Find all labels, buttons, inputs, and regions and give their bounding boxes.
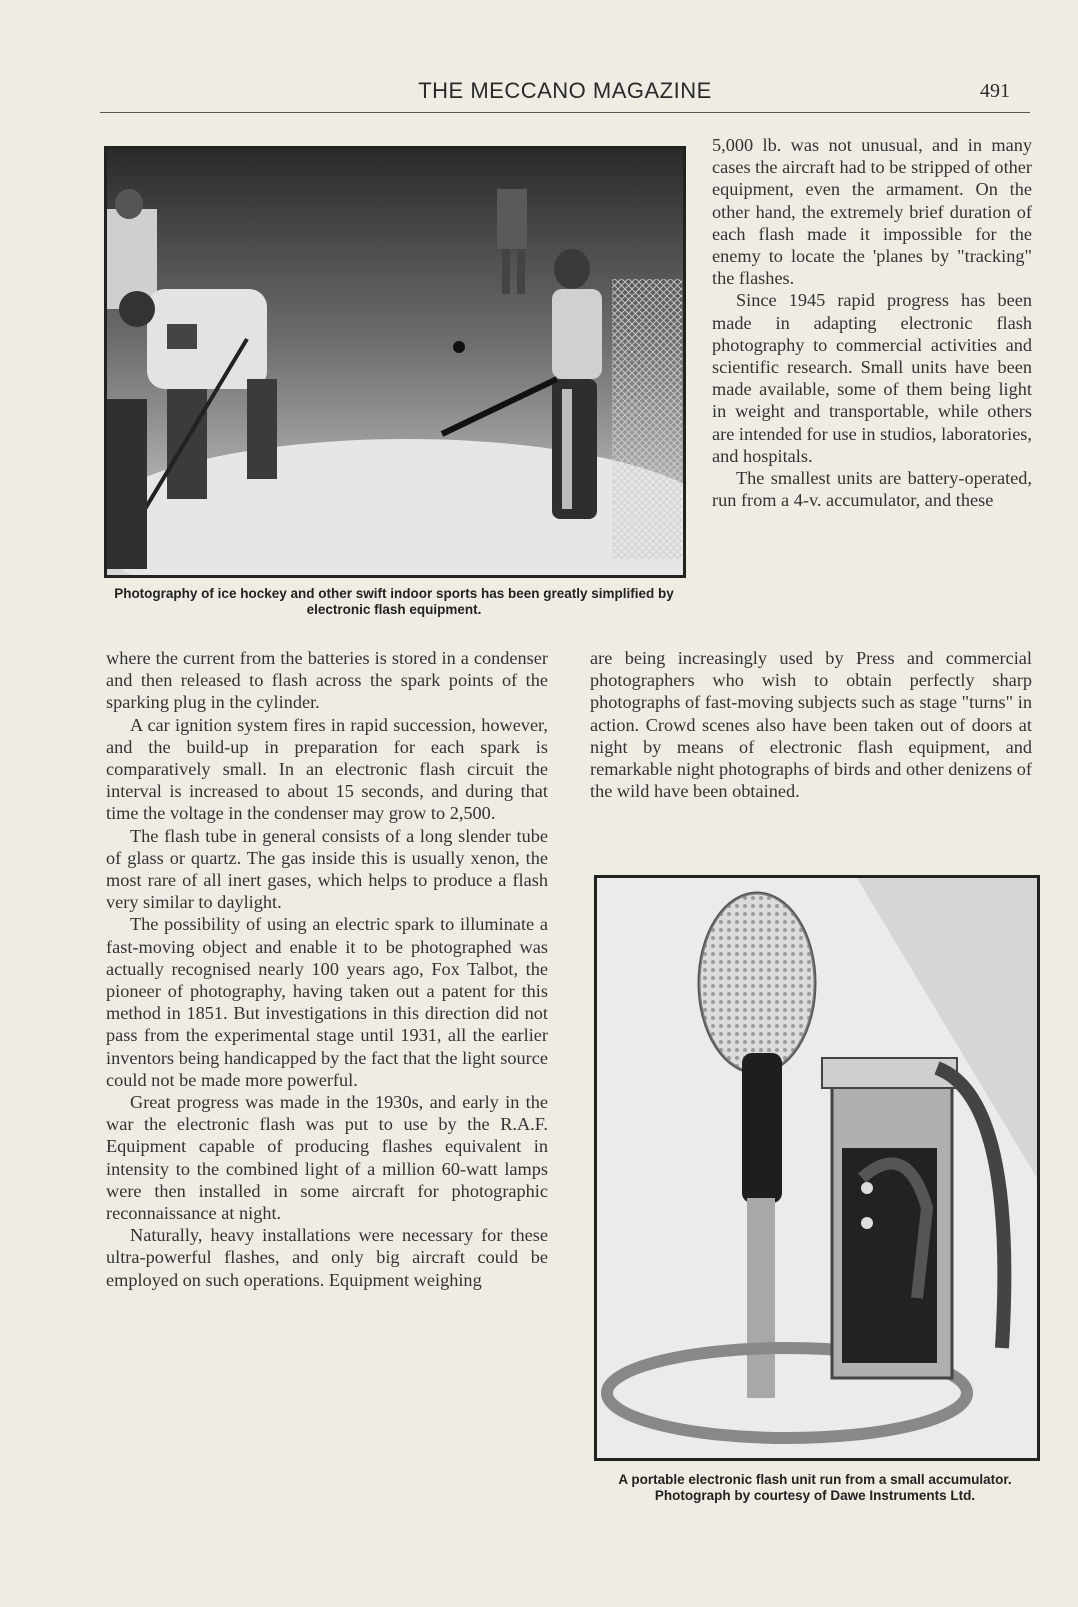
hockey-photo-illustration (107, 149, 683, 575)
page-header (100, 78, 1030, 113)
paragraph: Since 1945 rapid progress has been made in adapting electronic flash photography to commercial activities and scientific research. Small units have been made available, some of them being light in weight and transportable, while others are intended for use in studios, laboratories, and hospitals. (712, 290, 1032, 466)
left-column (106, 647, 548, 1291)
right-column-top (712, 134, 1032, 511)
paragraph: Naturally, heavy installations were necessary for these ultra-powerful flashes, and only big aircraft could be employed on such operations. Equipment weighing (106, 1225, 548, 1290)
paragraph: The possibility of using an electric spark to illuminate a fast-moving object and enable it to be photographed was actually recognised nearly 100 years ago, Fox Talbot, the pioneer of photography, having taken out a patent for this method in 1851. But investigations in this direction did not pass from the experimental stage until 1931, all the earlier inventors being handicapped by the fact that the light source could not be made more powerful. (106, 914, 548, 1090)
paragraph: 5,000 lb. was not unusual, and in many cases the aircraft had to be stripped of other equipment, even the armament. On the other hand, the extremely brief duration of each flash made it impossible for the enemy to locate the 'planes by "tracking" the flashes. (712, 135, 1032, 289)
hockey-photo-caption: Photography of ice hockey and other swift indoor sports has been greatly simplified by electronic flash equipment. (114, 586, 674, 617)
hockey-photo (104, 146, 686, 578)
flash-unit-illustration (597, 878, 1037, 1458)
paragraph: Great progress was made in the 1930s, and early in the war the electronic flash was put to use by the R.A.F. Equipment capable of producing flashes equivalent in intensity to the combined light of a million 60-watt lamps were then installed in some aircraft for photographic reconnaissance at night. (106, 1092, 548, 1224)
right-column-continuation (590, 647, 1032, 802)
paragraph: The flash tube in general consists of a long slender tube of glass or quartz. The gas inside this is usually xenon, the most rare of all inert gases, which helps to produce a flash very similar to daylight. (106, 825, 548, 913)
magazine-title: THE MECCANO MAGAZINE (418, 78, 712, 103)
paragraph: where the current from the batteries is stored in a condenser and then released to flash across the spark points of the sparking plug in the cylinder. (106, 648, 548, 713)
paragraph: A car ignition system fires in rapid succession, however, and the build-up in preparation for each spark is comparatively small. In an electronic flash circuit the interval is increased to about 15 seconds, and during that time the voltage in the condenser may grow to 2,500. (106, 714, 548, 824)
paragraph: are being increasingly used by Press and commercial photographers who wish to obtain perfectly sharp photographs of fast-moving subjects such as stage "turns" in action. Crowd scenes also have been taken out of doors at night by means of electronic flash equipment, and remarkable night photographs of birds and other denizens of the wild have been obtained. (590, 648, 1032, 802)
paragraph: The smallest units are battery-operated, run from a 4-v. accumulator, and these (712, 468, 1032, 511)
flash-unit-photo (594, 875, 1040, 1461)
flash-unit-photo-caption: A portable electronic flash unit run from a small accumulator. Photograph by courtesy of Dawe Instruments Ltd. (618, 1472, 1012, 1503)
page-number: 491 (980, 80, 1010, 102)
